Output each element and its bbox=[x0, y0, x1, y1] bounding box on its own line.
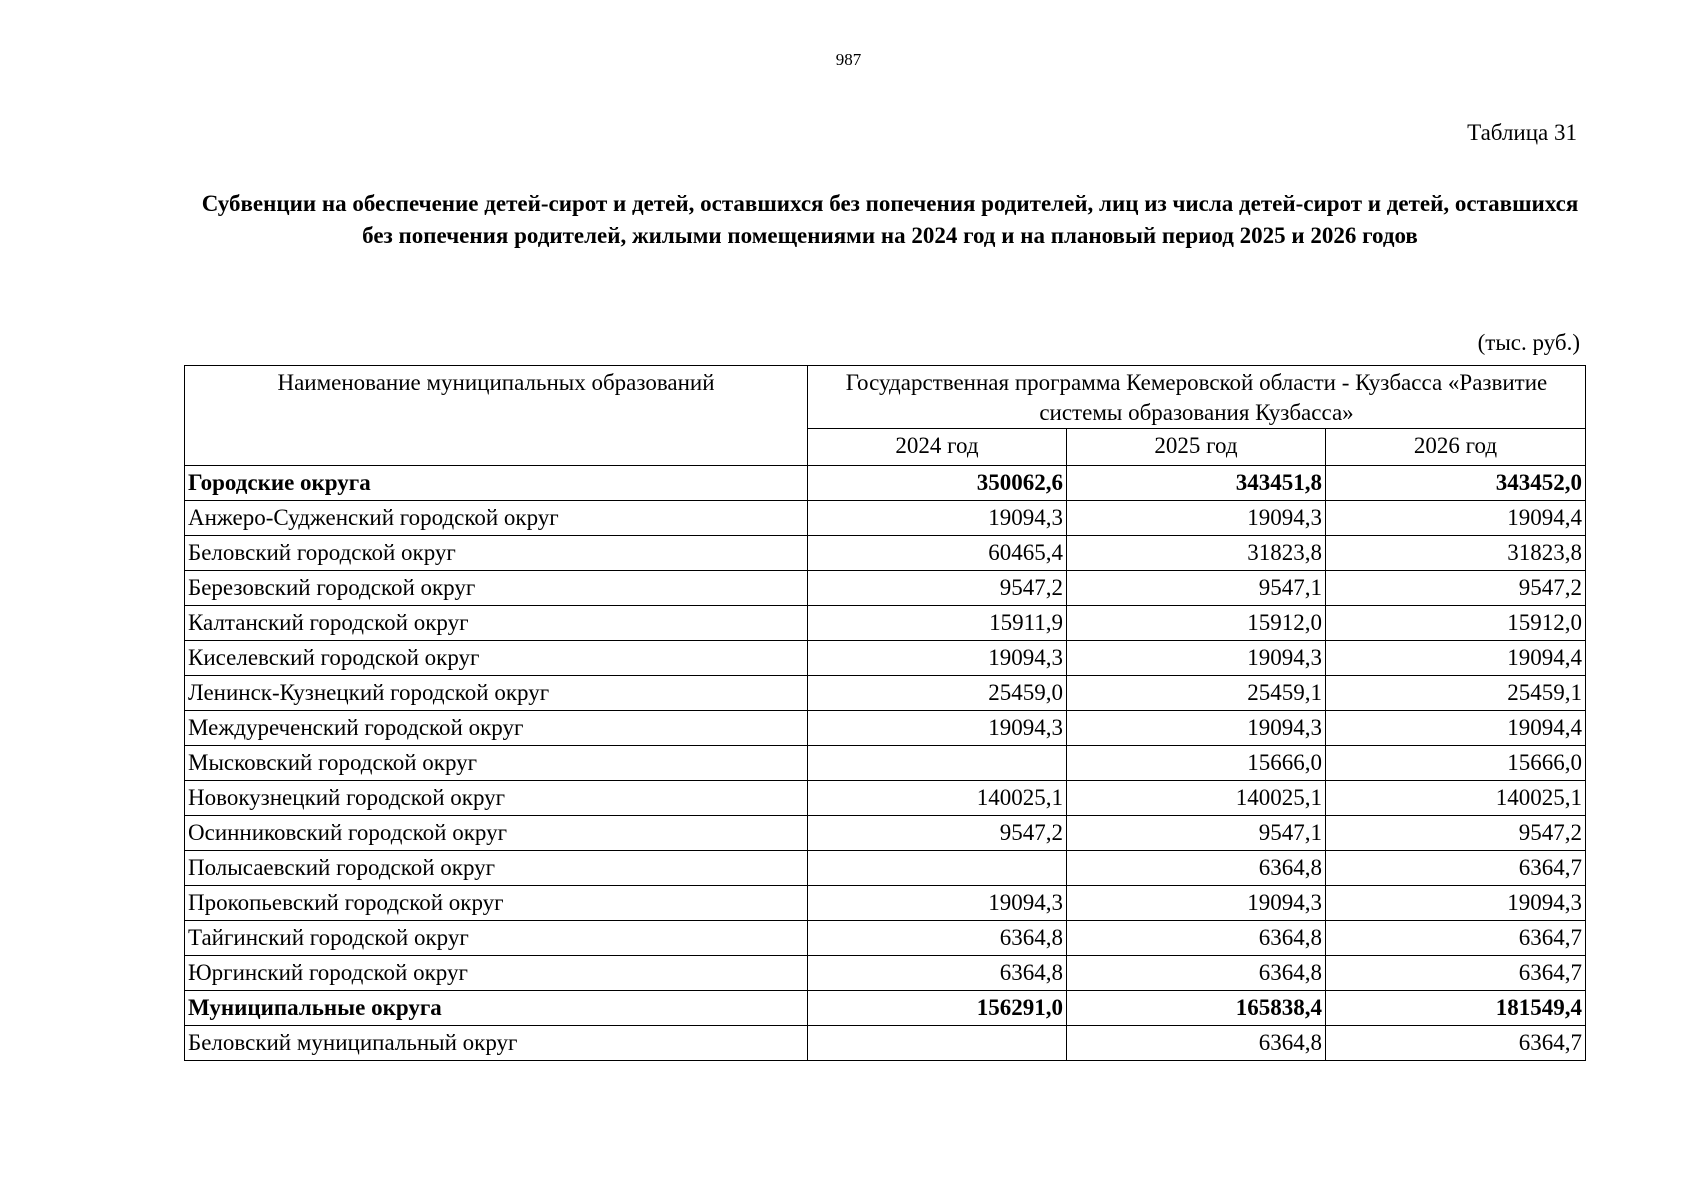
row-value-2025: 19094,3 bbox=[1067, 641, 1326, 676]
row-municipality-name: Беловский муниципальный округ bbox=[185, 1026, 808, 1061]
row-value-2024: 19094,3 bbox=[808, 501, 1067, 536]
row-municipality-name: Полысаевский городской округ bbox=[185, 851, 808, 886]
row-value-2026: 15912,0 bbox=[1326, 606, 1586, 641]
row-value-2025: 19094,3 bbox=[1067, 886, 1326, 921]
row-municipality-name: Прокопьевский городской округ bbox=[185, 886, 808, 921]
row-value-2025: 343451,8 bbox=[1067, 466, 1326, 501]
row-value-2024: 19094,3 bbox=[808, 711, 1067, 746]
row-value-2025: 15912,0 bbox=[1067, 606, 1326, 641]
row-value-2025: 31823,8 bbox=[1067, 536, 1326, 571]
row-value-2026: 140025,1 bbox=[1326, 781, 1586, 816]
subventions-table bbox=[184, 365, 1586, 1061]
row-value-2025: 19094,3 bbox=[1067, 501, 1326, 536]
row-value-2026: 15666,0 bbox=[1326, 746, 1586, 781]
row-value-2026: 19094,3 bbox=[1326, 886, 1586, 921]
row-value-2025: 19094,3 bbox=[1067, 711, 1326, 746]
row-value-2024 bbox=[808, 1026, 1067, 1061]
units-label: (тыс. руб.) bbox=[1477, 330, 1580, 355]
table-row bbox=[185, 466, 1586, 501]
row-municipality-name: Анжеро-Судженский городской округ bbox=[185, 501, 808, 536]
row-municipality-name: Муниципальные округа bbox=[185, 991, 808, 1026]
row-value-2025: 9547,1 bbox=[1067, 816, 1326, 851]
row-value-2024: 19094,3 bbox=[808, 886, 1067, 921]
row-municipality-name: Городские округа bbox=[185, 466, 808, 501]
row-value-2024 bbox=[808, 851, 1067, 886]
document-title: Субвенции на обеспечение детей-сирот и детей, оставшихся без попечения родителей, лиц из числа детей-сирот и детей, оставшихся без попечения родителей, жилыми помещениями на 2024 год и на плановый период 2025 и 2026 годов bbox=[201, 191, 1579, 248]
table-row bbox=[185, 956, 1586, 991]
row-value-2025: 6364,8 bbox=[1067, 851, 1326, 886]
table-number: Таблица 31 bbox=[1467, 120, 1577, 145]
row-value-2024: 6364,8 bbox=[808, 956, 1067, 991]
row-municipality-name: Новокузнецкий городской округ bbox=[185, 781, 808, 816]
table-row bbox=[185, 781, 1586, 816]
row-municipality-name: Тайгинский городской округ bbox=[185, 921, 808, 956]
row-value-2025: 25459,1 bbox=[1067, 676, 1326, 711]
table-row bbox=[185, 886, 1586, 921]
row-value-2026: 25459,1 bbox=[1326, 676, 1586, 711]
header-year-2025: 2025 год bbox=[1067, 429, 1326, 466]
table-body bbox=[185, 466, 1586, 1061]
row-value-2024: 140025,1 bbox=[808, 781, 1067, 816]
header-year-2024: 2024 год bbox=[808, 429, 1067, 466]
row-value-2026: 181549,4 bbox=[1326, 991, 1586, 1026]
row-value-2025: 140025,1 bbox=[1067, 781, 1326, 816]
table-row bbox=[185, 851, 1586, 886]
header-municipality-name: Наименование муниципальных образований bbox=[185, 366, 808, 466]
row-value-2024: 9547,2 bbox=[808, 816, 1067, 851]
row-municipality-name: Березовский городской округ bbox=[185, 571, 808, 606]
row-municipality-name: Осинниковский городской округ bbox=[185, 816, 808, 851]
table-row bbox=[185, 711, 1586, 746]
row-value-2026: 31823,8 bbox=[1326, 536, 1586, 571]
row-municipality-name: Ленинск-Кузнецкий городской округ bbox=[185, 676, 808, 711]
row-value-2025: 165838,4 bbox=[1067, 991, 1326, 1026]
row-value-2026: 343452,0 bbox=[1326, 466, 1586, 501]
row-value-2026: 19094,4 bbox=[1326, 641, 1586, 676]
table-row bbox=[185, 1026, 1586, 1061]
row-value-2024: 19094,3 bbox=[808, 641, 1067, 676]
row-value-2025: 6364,8 bbox=[1067, 956, 1326, 991]
table-row bbox=[185, 536, 1586, 571]
table-row bbox=[185, 746, 1586, 781]
table-row bbox=[185, 501, 1586, 536]
row-municipality-name: Юргинский городской округ bbox=[185, 956, 808, 991]
table-row bbox=[185, 571, 1586, 606]
row-municipality-name: Междуреченский городской округ bbox=[185, 711, 808, 746]
table-row bbox=[185, 676, 1586, 711]
row-value-2024: 25459,0 bbox=[808, 676, 1067, 711]
row-value-2025: 6364,8 bbox=[1067, 1026, 1326, 1061]
row-municipality-name: Беловский городской округ bbox=[185, 536, 808, 571]
table-row bbox=[185, 921, 1586, 956]
row-municipality-name: Киселевский городской округ bbox=[185, 641, 808, 676]
row-municipality-name: Калтанский городской округ bbox=[185, 606, 808, 641]
row-value-2026: 6364,7 bbox=[1326, 851, 1586, 886]
row-value-2026: 6364,7 bbox=[1326, 1026, 1586, 1061]
row-value-2025: 9547,1 bbox=[1067, 571, 1326, 606]
row-value-2026: 9547,2 bbox=[1326, 816, 1586, 851]
row-value-2025: 15666,0 bbox=[1067, 746, 1326, 781]
row-value-2024: 9547,2 bbox=[808, 571, 1067, 606]
header-state-program: Государственная программа Кемеровской области - Кузбасса «Развитие системы образования Кузбасса» bbox=[808, 366, 1586, 429]
row-value-2026: 19094,4 bbox=[1326, 711, 1586, 746]
row-value-2026: 6364,7 bbox=[1326, 921, 1586, 956]
row-value-2026: 9547,2 bbox=[1326, 571, 1586, 606]
row-value-2024: 156291,0 bbox=[808, 991, 1067, 1026]
row-value-2024 bbox=[808, 746, 1067, 781]
row-municipality-name: Мысковский городской округ bbox=[185, 746, 808, 781]
page-number: 987 bbox=[835, 50, 862, 69]
row-value-2026: 6364,7 bbox=[1326, 956, 1586, 991]
row-value-2025: 6364,8 bbox=[1067, 921, 1326, 956]
row-value-2024: 350062,6 bbox=[808, 466, 1067, 501]
row-value-2024: 60465,4 bbox=[808, 536, 1067, 571]
table-row bbox=[185, 816, 1586, 851]
row-value-2026: 19094,4 bbox=[1326, 501, 1586, 536]
row-value-2024: 6364,8 bbox=[808, 921, 1067, 956]
header-year-2026: 2026 год bbox=[1326, 429, 1586, 466]
table-row bbox=[185, 641, 1586, 676]
table-row bbox=[185, 606, 1586, 641]
table-row bbox=[185, 991, 1586, 1026]
row-value-2024: 15911,9 bbox=[808, 606, 1067, 641]
